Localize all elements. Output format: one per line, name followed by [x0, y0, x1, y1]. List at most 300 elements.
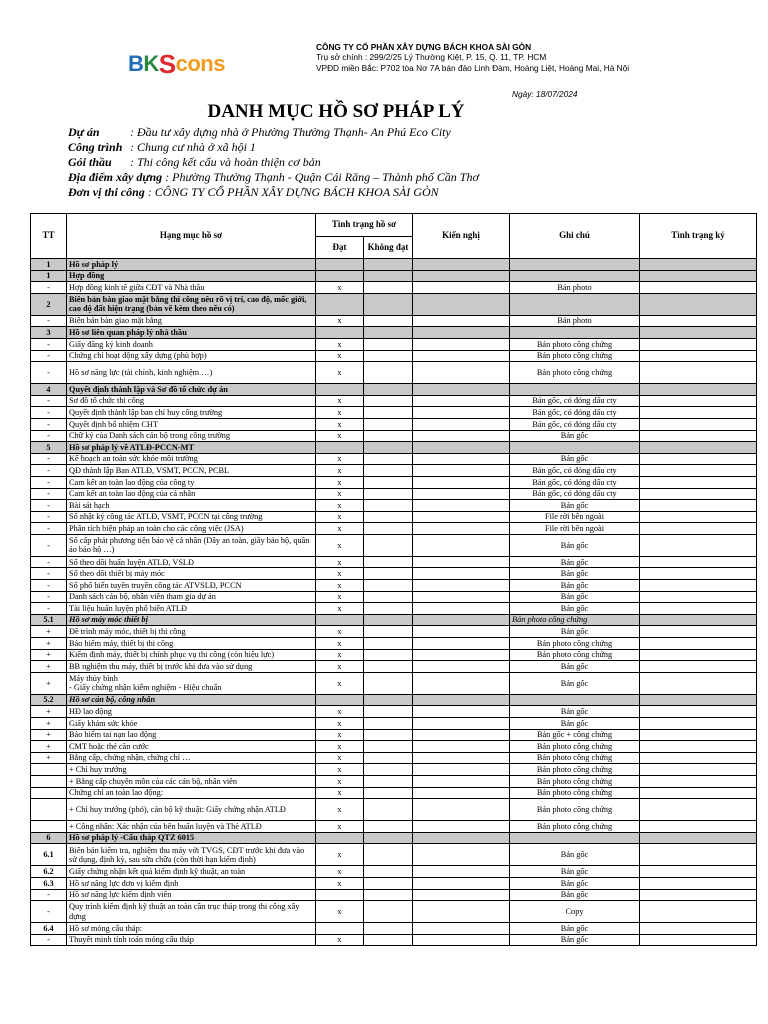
row-fail: [364, 821, 413, 833]
row-sign-status: [640, 799, 757, 821]
row-number: 6.4: [31, 923, 67, 935]
row-sign-status: [640, 844, 757, 866]
row-fail: [364, 350, 413, 362]
row-sign-status: [640, 764, 757, 776]
row-sign-status: [640, 453, 757, 465]
info-row: [68, 185, 479, 200]
row-recommendation: [413, 556, 510, 568]
table-row: [31, 556, 757, 568]
table-row: [31, 511, 757, 523]
row-sign-status: [640, 407, 757, 419]
table-row: [31, 568, 757, 580]
row-number: -: [31, 315, 67, 327]
row-recommendation: [413, 889, 510, 901]
row-number: -: [31, 500, 67, 512]
table-row: [31, 764, 757, 776]
row-fail: [364, 556, 413, 568]
row-sign-status: [640, 534, 757, 556]
row-number: [31, 775, 67, 787]
row-note: Bản gốc: [510, 556, 640, 568]
row-recommendation: [413, 901, 510, 923]
row-fail: [364, 384, 413, 396]
row-recommendation: [413, 718, 510, 730]
row-recommendation: [413, 741, 510, 753]
row-number: -: [31, 430, 67, 442]
row-number: +: [31, 649, 67, 661]
row-sign-status: [640, 591, 757, 603]
table-row: [31, 362, 757, 384]
table-row: [31, 934, 757, 946]
row-recommendation: [413, 430, 510, 442]
row-sign-status: [640, 418, 757, 430]
row-item: Hồ sơ liên quan pháp lý nhà thầu: [67, 327, 316, 339]
row-sign-status: [640, 384, 757, 396]
row-recommendation: [413, 270, 510, 282]
table-row: [31, 523, 757, 535]
table-row: [31, 395, 757, 407]
row-item: Biên bản kiểm tra, nghiệm thu máy với TVGS, CĐT trước khi đưa vào sử dụng, định kỳ, sau sửa chữa (còn thời hạn kiểm định): [67, 844, 316, 866]
table-row: [31, 752, 757, 764]
row-item: Hồ sơ năng lực đơn vị kiểm định: [67, 877, 316, 889]
row-pass: x: [316, 626, 364, 638]
row-recommendation: [413, 626, 510, 638]
table-row: [31, 706, 757, 718]
row-sign-status: [640, 638, 757, 650]
row-number: 4: [31, 384, 67, 396]
row-pass: [316, 259, 364, 271]
row-recommendation: [413, 453, 510, 465]
row-sign-status: [640, 787, 757, 799]
row-note: File rời bên ngoài: [510, 511, 640, 523]
row-pass: x: [316, 395, 364, 407]
row-fail: [364, 293, 413, 315]
row-fail: [364, 534, 413, 556]
section-row: [31, 384, 757, 396]
row-recommendation: [413, 476, 510, 488]
row-fail: [364, 282, 413, 294]
row-number: -: [31, 889, 67, 901]
row-sign-status: [640, 889, 757, 901]
row-sign-status: [640, 350, 757, 362]
row-note: [510, 832, 640, 844]
row-number: 2: [31, 293, 67, 315]
row-note: Bản gốc: [510, 866, 640, 878]
row-recommendation: [413, 259, 510, 271]
row-pass: x: [316, 844, 364, 866]
row-fail: [364, 694, 413, 706]
table-row: [31, 476, 757, 488]
table-row: [31, 418, 757, 430]
row-number: -: [31, 580, 67, 592]
row-number: [31, 787, 67, 799]
row-fail: [364, 844, 413, 866]
row-pass: x: [316, 556, 364, 568]
table-row: [31, 775, 757, 787]
table-row: [31, 718, 757, 730]
row-pass: x: [316, 934, 364, 946]
row-item: Bảo hiểm máy, thiết bị thi công: [67, 638, 316, 650]
row-pass: x: [316, 799, 364, 821]
section-row: [31, 614, 757, 626]
table-row: [31, 649, 757, 661]
row-fail: [364, 672, 413, 694]
row-item: Bài sát hạch: [67, 500, 316, 512]
row-item: Hồ sơ năng lực kiểm định viên: [67, 889, 316, 901]
row-pass: x: [316, 488, 364, 500]
row-note: Bản photo công chứng: [510, 787, 640, 799]
table-row: [31, 821, 757, 833]
header-fail: Không đạt: [364, 237, 413, 259]
row-item: Hồ sơ pháp lý: [67, 259, 316, 271]
row-note: Bản photo công chứng: [510, 638, 640, 650]
row-note: Bản gốc, có đóng dấu cty: [510, 476, 640, 488]
row-fail: [364, 661, 413, 673]
row-item: Quyết định thành lập và Sơ đồ tổ chức dự án: [67, 384, 316, 396]
info-label: Địa điểm xây dựng: [68, 170, 163, 184]
row-fail: [364, 315, 413, 327]
row-note: [510, 293, 640, 315]
row-fail: [364, 603, 413, 615]
row-note: Bản gốc: [510, 718, 640, 730]
row-number: 6: [31, 832, 67, 844]
row-item: Hồ sơ pháp lý về ATLĐ-PCCN-MT: [67, 442, 316, 454]
row-item: Sổ phổ biến tuyên truyền công tác ATVSLĐ, PCCN: [67, 580, 316, 592]
row-pass: [316, 293, 364, 315]
row-item: Chứng chỉ an toàn lao động:: [67, 787, 316, 799]
row-number: -: [31, 591, 67, 603]
row-item: Sổ theo dõi huấn luyện ATLĐ, VSLĐ: [67, 556, 316, 568]
row-fail: [364, 718, 413, 730]
row-pass: x: [316, 523, 364, 535]
section-row: [31, 832, 757, 844]
table-row: [31, 729, 757, 741]
row-item: CMT hoặc thẻ căn cước: [67, 741, 316, 753]
row-note: [510, 270, 640, 282]
row-recommendation: [413, 500, 510, 512]
row-note: Bản gốc: [510, 706, 640, 718]
row-number: [31, 799, 67, 821]
row-number: -: [31, 556, 67, 568]
row-pass: x: [316, 338, 364, 350]
row-recommendation: [413, 752, 510, 764]
row-recommendation: [413, 832, 510, 844]
row-pass: x: [316, 534, 364, 556]
row-recommendation: [413, 877, 510, 889]
row-sign-status: [640, 293, 757, 315]
row-number: -: [31, 568, 67, 580]
row-note: File rời bên ngoài: [510, 523, 640, 535]
row-note: Bản gốc: [510, 591, 640, 603]
row-sign-status: [640, 752, 757, 764]
row-number: 5.1: [31, 614, 67, 626]
row-recommendation: [413, 511, 510, 523]
row-sign-status: [640, 877, 757, 889]
row-recommendation: [413, 350, 510, 362]
table-row: [31, 741, 757, 753]
table-row: [31, 430, 757, 442]
row-sign-status: [640, 661, 757, 673]
row-item: Quyết định bổ nhiệm CHT: [67, 418, 316, 430]
row-sign-status: [640, 866, 757, 878]
row-fail: [364, 568, 413, 580]
row-fail: [364, 752, 413, 764]
info-value: : Chung cư nhà ở xã hội 1: [130, 140, 256, 154]
row-note: Bản gốc, có đóng dấu cty: [510, 407, 640, 419]
row-note: Bản gốc + công chứng: [510, 729, 640, 741]
row-pass: x: [316, 476, 364, 488]
row-number: 5: [31, 442, 67, 454]
table-row: [31, 901, 757, 923]
table-row: [31, 603, 757, 615]
row-recommendation: [413, 706, 510, 718]
row-pass: x: [316, 877, 364, 889]
table-row: [31, 923, 757, 935]
row-recommendation: [413, 729, 510, 741]
row-sign-status: [640, 614, 757, 626]
company-logo: [128, 50, 225, 78]
row-sign-status: [640, 718, 757, 730]
row-recommendation: [413, 568, 510, 580]
row-pass: x: [316, 511, 364, 523]
row-sign-status: [640, 694, 757, 706]
row-note: Bản gốc: [510, 580, 640, 592]
row-recommendation: [413, 338, 510, 350]
row-fail: [364, 523, 413, 535]
row-item: Sơ đồ tổ chức thi công: [67, 395, 316, 407]
row-pass: x: [316, 362, 364, 384]
row-pass: x: [316, 638, 364, 650]
row-note: Copy: [510, 901, 640, 923]
row-number: -: [31, 901, 67, 923]
table-row: [31, 799, 757, 821]
row-item: Thuyết minh tính toán móng cẩu tháp: [67, 934, 316, 946]
table-row: [31, 638, 757, 650]
info-value: : CÔNG TY CỔ PHẦN XÂY DỰNG BÁCH KHOA SÀI GÒN: [147, 185, 439, 199]
row-number: -: [31, 934, 67, 946]
row-pass: x: [316, 407, 364, 419]
row-fail: [364, 877, 413, 889]
row-item: Hồ sơ móng cẩu tháp:: [67, 923, 316, 935]
row-item: Sổ cấp phát phương tiện bảo vệ cá nhân (Dây an toàn, giầy bảo hộ, quần áo bảo hộ …): [67, 534, 316, 556]
row-sign-status: [640, 442, 757, 454]
row-pass: x: [316, 729, 364, 741]
row-sign-status: [640, 626, 757, 638]
section-row: [31, 694, 757, 706]
row-sign-status: [640, 741, 757, 753]
row-item: Quyết định thành lập ban chỉ huy công trường: [67, 407, 316, 419]
row-item: HĐ lao động: [67, 706, 316, 718]
row-item: Hồ sơ máy móc thiết bị: [67, 614, 316, 626]
row-note: Bản gốc: [510, 568, 640, 580]
row-recommendation: [413, 649, 510, 661]
row-recommendation: [413, 614, 510, 626]
row-sign-status: [640, 327, 757, 339]
row-item: Hợp đồng kinh tế giữa CĐT và Nhà thầu: [67, 282, 316, 294]
row-item: QĐ thành lập Ban ATLĐ, VSMT, PCCN, PCBL: [67, 465, 316, 477]
row-recommendation: [413, 465, 510, 477]
row-number: +: [31, 729, 67, 741]
header-recommendation: Kiến nghị: [413, 214, 510, 259]
info-row: [68, 155, 479, 170]
row-number: -: [31, 488, 67, 500]
row-note: Bản photo công chứng: [510, 338, 640, 350]
company-hq: Trụ sở chính : 299/2/25 Lý Thường Kiệt, P. 15, Q. 11, TP. HCM: [316, 52, 547, 63]
row-note: Bản photo công chứng: [510, 614, 640, 626]
row-item: Bảo hiểm tai nạn lao động: [67, 729, 316, 741]
row-pass: x: [316, 764, 364, 776]
row-item: + Bằng cấp chuyên môn của các cán bộ, nhân viên: [67, 775, 316, 787]
row-note: Bản gốc, có đóng dấu cty: [510, 465, 640, 477]
row-sign-status: [640, 603, 757, 615]
row-item: BB nghiệm thu máy, thiết bị trước khi đưa vào sử dụng: [67, 661, 316, 673]
row-item: + Chỉ huy trưởng: [67, 764, 316, 776]
row-item: Sổ nhật ký công tác ATLĐ, VSMT, PCCN tại công trường: [67, 511, 316, 523]
row-item: Tài liệu huấn luyện phổ biến ATLĐ: [67, 603, 316, 615]
row-note: Bản photo công chứng: [510, 752, 640, 764]
row-recommendation: [413, 282, 510, 294]
row-pass: x: [316, 752, 364, 764]
row-item: Hợp đồng: [67, 270, 316, 282]
row-number: +: [31, 626, 67, 638]
row-sign-status: [640, 362, 757, 384]
row-fail: [364, 741, 413, 753]
row-pass: x: [316, 418, 364, 430]
table-body: [31, 259, 757, 946]
table-row: [31, 580, 757, 592]
row-recommendation: [413, 764, 510, 776]
table-row: [31, 787, 757, 799]
row-recommendation: [413, 442, 510, 454]
section-row: [31, 259, 757, 271]
row-sign-status: [640, 476, 757, 488]
header-item: Hạng mục hồ sơ: [67, 214, 316, 259]
row-sign-status: [640, 430, 757, 442]
row-pass: x: [316, 580, 364, 592]
row-recommendation: [413, 488, 510, 500]
row-recommendation: [413, 821, 510, 833]
row-recommendation: [413, 672, 510, 694]
row-number: -: [31, 418, 67, 430]
row-number: +: [31, 752, 67, 764]
row-recommendation: [413, 638, 510, 650]
table-row: [31, 626, 757, 638]
row-note: [510, 442, 640, 454]
row-note: Bản gốc: [510, 626, 640, 638]
row-item: Kiểm định máy, thiết bị chính phục vụ thi công (còn hiệu lực): [67, 649, 316, 661]
row-fail: [364, 729, 413, 741]
row-number: +: [31, 706, 67, 718]
row-note: [510, 327, 640, 339]
row-pass: x: [316, 350, 364, 362]
row-fail: [364, 934, 413, 946]
row-fail: [364, 430, 413, 442]
row-number: 3: [31, 327, 67, 339]
row-pass: x: [316, 866, 364, 878]
row-fail: [364, 775, 413, 787]
row-recommendation: [413, 844, 510, 866]
row-recommendation: [413, 934, 510, 946]
row-item: Phân tích biện pháp an toàn cho các công việc (JSA): [67, 523, 316, 535]
row-item: Biên bản bàn giao mặt bằng: [67, 315, 316, 327]
row-number: 6.3: [31, 877, 67, 889]
row-recommendation: [413, 603, 510, 615]
row-note: [510, 694, 640, 706]
table-row: [31, 844, 757, 866]
row-note: Bản photo công chứng: [510, 764, 640, 776]
header-tt: TT: [31, 214, 67, 259]
row-recommendation: [413, 591, 510, 603]
row-pass: [316, 923, 364, 935]
row-fail: [364, 923, 413, 935]
row-pass: x: [316, 672, 364, 694]
row-sign-status: [640, 901, 757, 923]
table-row: [31, 465, 757, 477]
row-number: 5.2: [31, 694, 67, 706]
info-row: [68, 170, 479, 185]
row-pass: x: [316, 430, 364, 442]
row-note: Bản photo công chứng: [510, 799, 640, 821]
row-fail: [364, 787, 413, 799]
row-note: Bản gốc: [510, 877, 640, 889]
row-fail: [364, 866, 413, 878]
section-row: [31, 293, 757, 315]
row-item: Hồ sơ pháp lý -Cẩu tháp QTZ 6015: [67, 832, 316, 844]
row-pass: x: [316, 465, 364, 477]
info-row: [68, 125, 479, 140]
row-number: -: [31, 603, 67, 615]
row-pass: x: [316, 775, 364, 787]
row-number: 1: [31, 270, 67, 282]
row-recommendation: [413, 775, 510, 787]
row-item: Danh sách cán bộ, nhân viên tham gia dự án: [67, 591, 316, 603]
row-fail: [364, 476, 413, 488]
table-row: [31, 534, 757, 556]
row-fail: [364, 511, 413, 523]
row-sign-status: [640, 523, 757, 535]
row-recommendation: [413, 315, 510, 327]
table-row: [31, 500, 757, 512]
row-note: Bản gốc, có đóng dấu cty: [510, 395, 640, 407]
row-recommendation: [413, 694, 510, 706]
row-pass: [316, 384, 364, 396]
row-recommendation: [413, 787, 510, 799]
row-note: Bản gốc: [510, 534, 640, 556]
table-row: [31, 453, 757, 465]
row-note: Bản photo: [510, 315, 640, 327]
section-row: [31, 442, 757, 454]
row-item: Giấy chứng nhận kết quả kiểm định kỹ thuật, an toàn: [67, 866, 316, 878]
row-pass: x: [316, 568, 364, 580]
row-pass: [316, 614, 364, 626]
row-number: -: [31, 453, 67, 465]
row-fail: [364, 338, 413, 350]
row-pass: x: [316, 282, 364, 294]
info-label: Gói thầu: [68, 155, 112, 169]
row-pass: x: [316, 603, 364, 615]
row-item: Chứng chỉ hoạt động xây dựng (phù hợp): [67, 350, 316, 362]
row-sign-status: [640, 556, 757, 568]
row-recommendation: [413, 418, 510, 430]
row-note: Bản photo công chứng: [510, 741, 640, 753]
row-number: -: [31, 362, 67, 384]
row-item: Sổ theo dõi thiết bị máy móc: [67, 568, 316, 580]
logo-text-cons: cons: [175, 51, 225, 76]
row-number: [31, 764, 67, 776]
row-fail: [364, 327, 413, 339]
row-item: Kế hoạch an toàn sức khỏe môi trường: [67, 453, 316, 465]
company-name: CÔNG TY CỔ PHẦN XÂY DỰNG BÁCH KHOA SÀI GÒN: [316, 42, 532, 52]
row-recommendation: [413, 580, 510, 592]
